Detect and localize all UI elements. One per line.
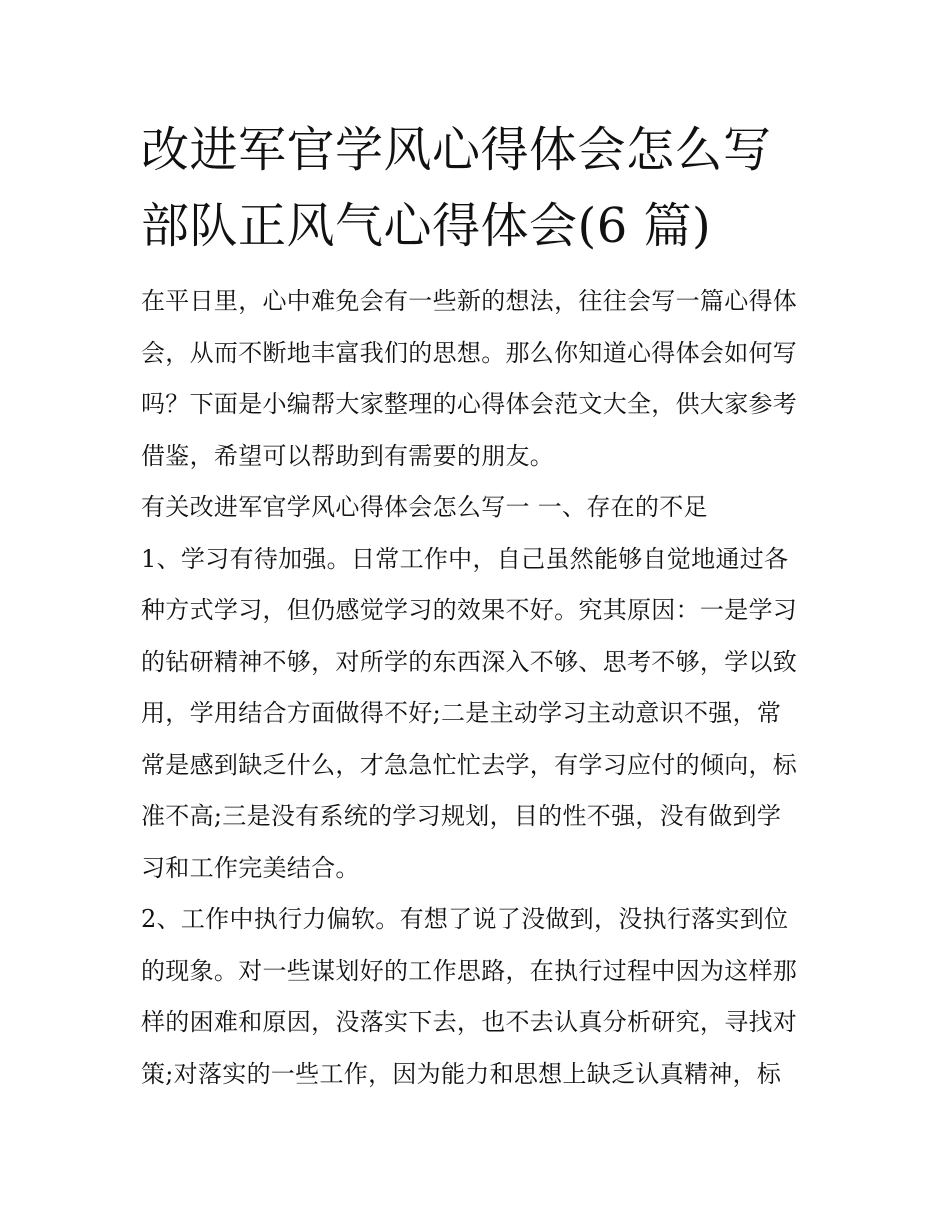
text-line: 在平日里，心中难免会有一些新的想法，往往会写一篇心得体	[141, 287, 798, 315]
text-line: 的钻研精神不够，对所学的东西深入不够、思考不够，学以致	[141, 647, 798, 676]
text-line: 种方式学习，但仍感觉学习的效果不好。究其原因：一是学习	[141, 596, 798, 624]
text-line: 样的困难和原因，没落实下去，也不去认真分析研究，寻找对	[141, 1008, 798, 1036]
text-line: 用，学用结合方面做得不好;二是主动学习主动意识不强，常	[141, 699, 782, 727]
text-line: 有关改进军官学风心得体会怎么写一 一、存在的不足	[141, 493, 708, 521]
text-line: 常是感到缺乏什么，才急急忙忙去学，有学习应付的倾向，标	[141, 750, 798, 779]
text-line: 2、工作中执行力偏软。有想了说了没做到，没执行落实到位	[141, 905, 789, 933]
text-line: 准不高;三是没有系统的学习规划，目的性不强，没有做到学	[141, 802, 782, 830]
text-line: 吗？下面是小编帮大家整理的心得体会范文大全，供大家参考	[141, 390, 798, 418]
intro-paragraph	[141, 276, 813, 482]
text-line: 借鉴，希望可以帮助到有需要的朋友。	[141, 441, 555, 470]
text-line: 会，从而不断地丰富我们的思想。那么你知道心得体会如何写	[141, 338, 798, 367]
point-2-paragraph	[141, 894, 813, 1100]
text-line: 1、学习有待加强。日常工作中，自己虽然能够自觉地通过各	[141, 544, 789, 573]
document-body	[141, 276, 813, 1100]
text-line: 的现象。对一些谋划好的工作思路，在执行过程中因为这样那	[141, 956, 798, 985]
section-heading	[141, 482, 813, 534]
title-line: 部队正风气心得体会(6 篇)	[141, 198, 712, 254]
text-line: 习和工作完美结合。	[141, 853, 360, 882]
document-title	[141, 112, 813, 264]
point-1-paragraph	[141, 534, 813, 895]
title-line: 改进军官学风心得体会怎么写	[141, 122, 772, 178]
text-line: 策;对落实的一些工作，因为能力和思想上缺乏认真精神，标	[141, 1059, 782, 1088]
